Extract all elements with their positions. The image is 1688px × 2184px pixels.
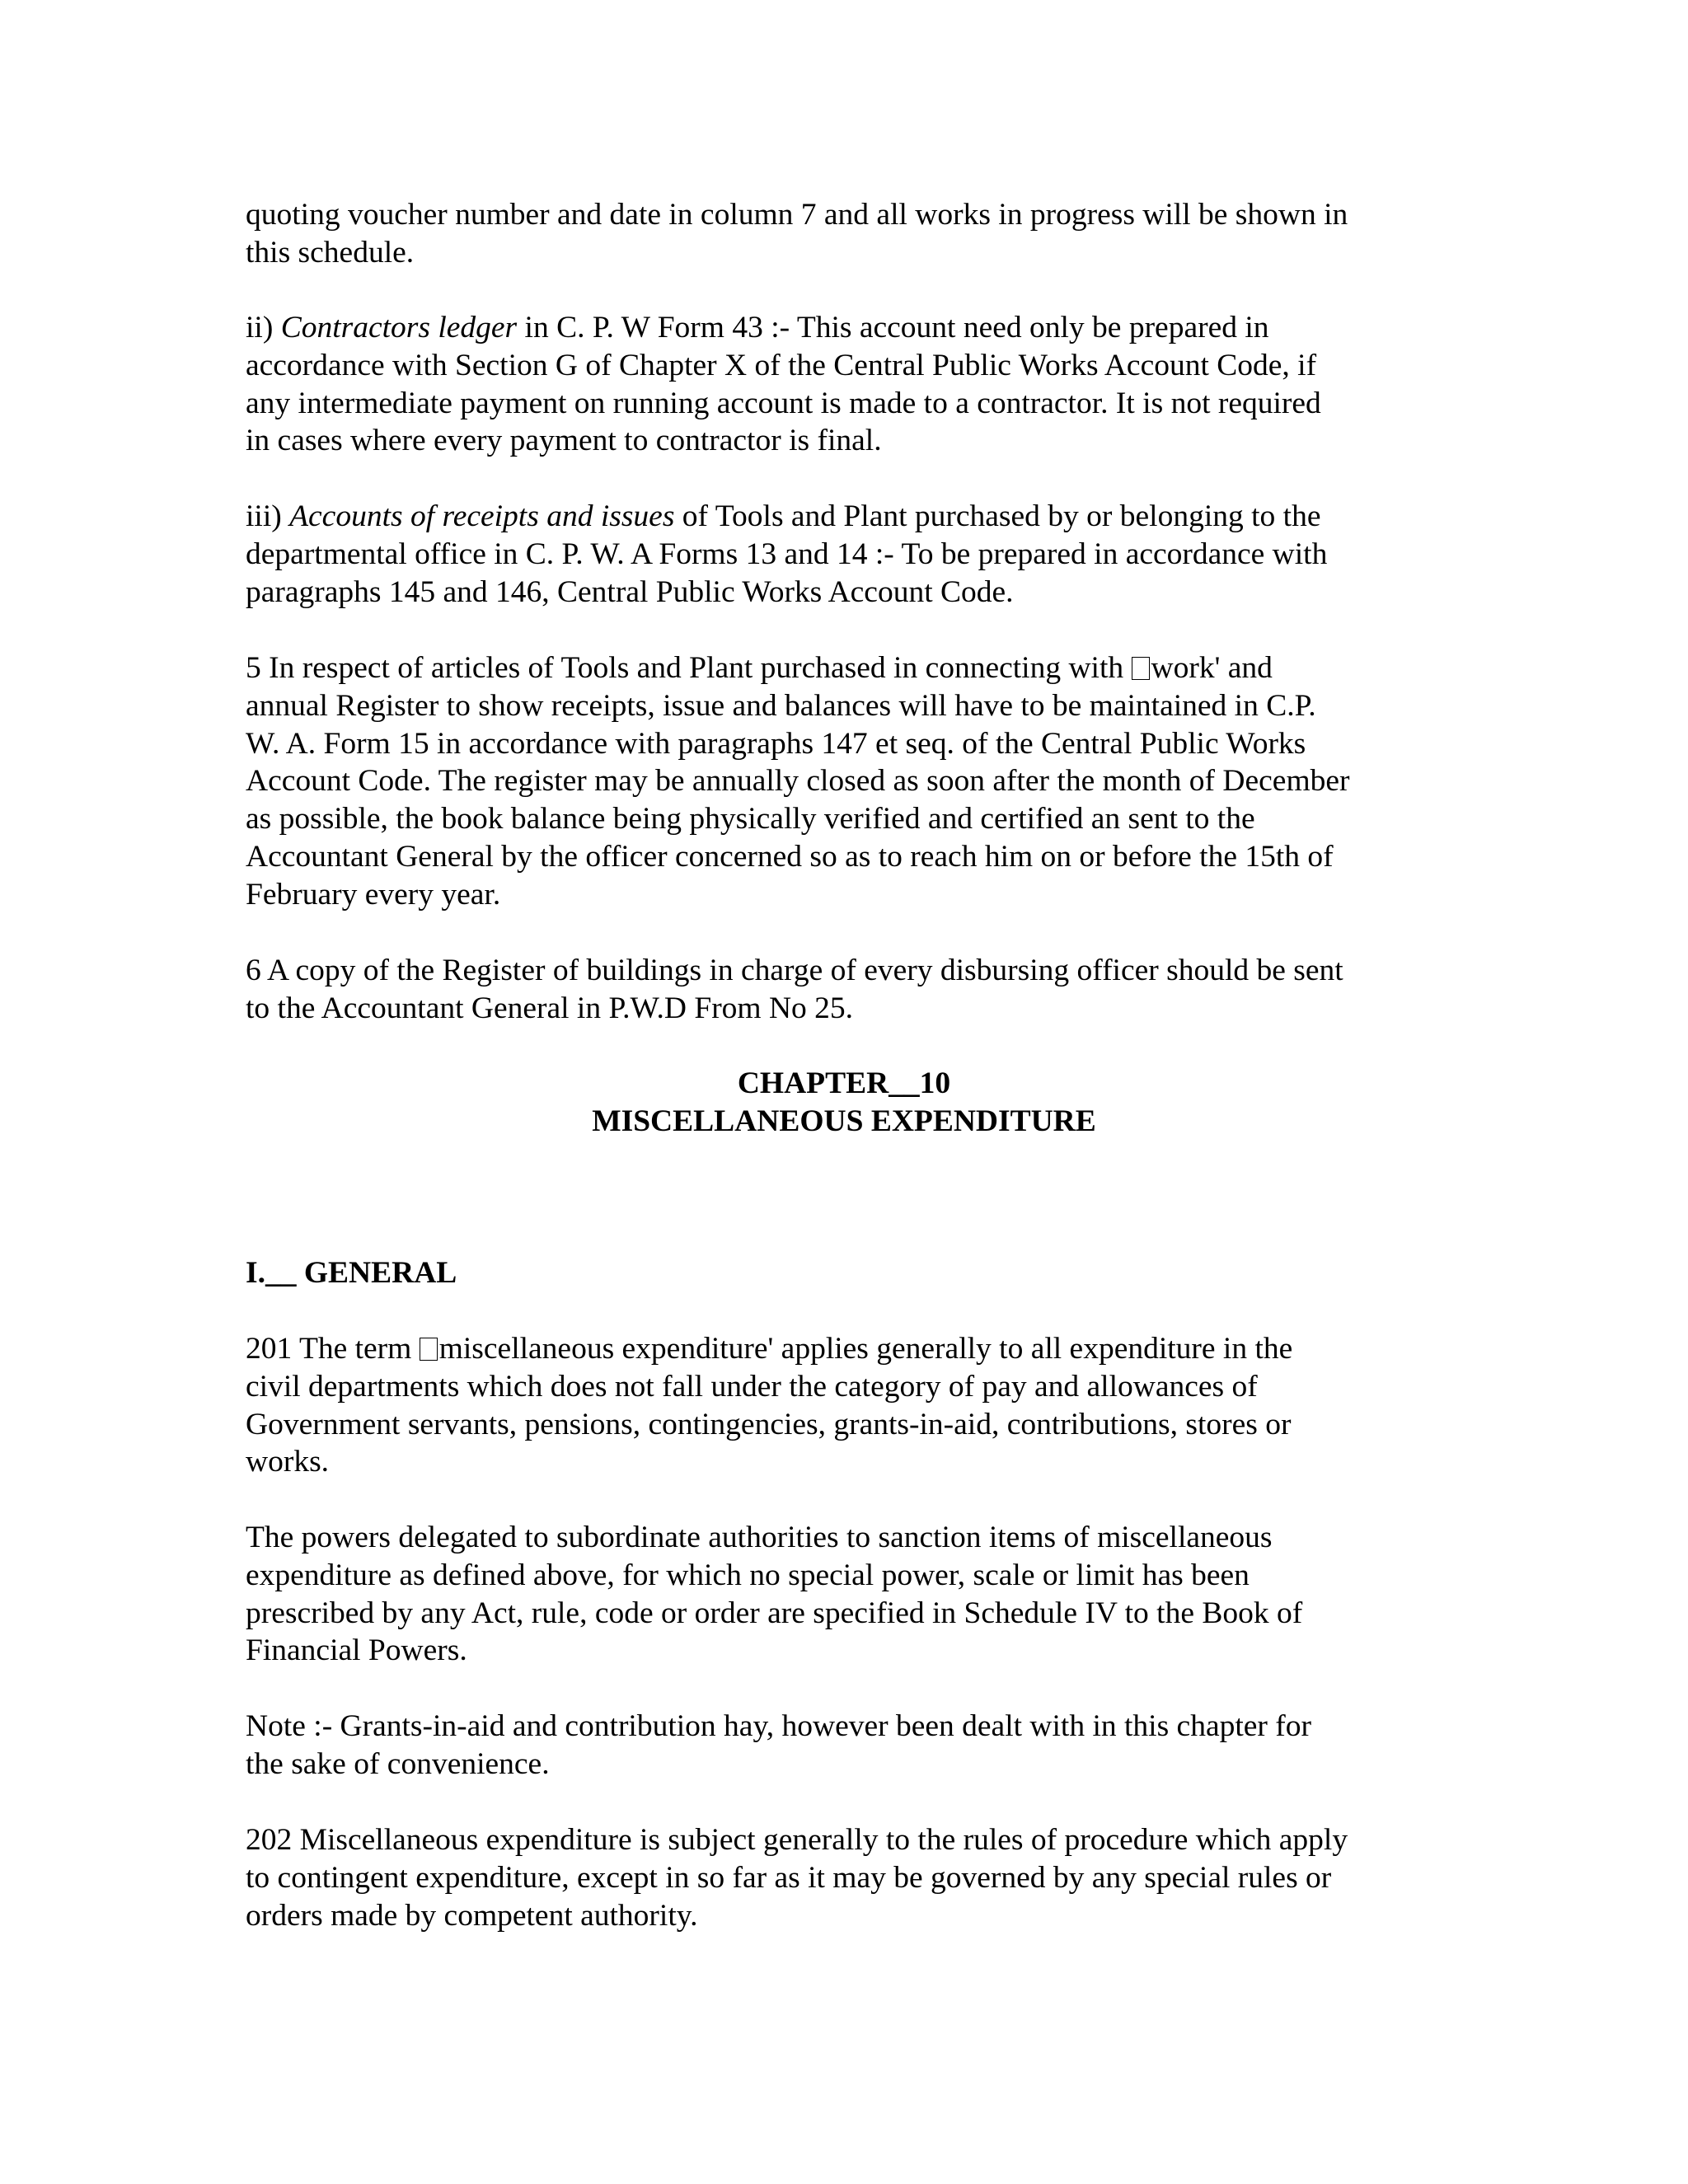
paragraph-5-tools-plant xyxy=(246,649,1449,914)
text-line: any intermediate payment on running account is made to a contractor. It is not required xyxy=(246,386,1321,420)
text-line: W. A. Form 15 in accordance with paragraphs 147 et seq. of the Central Public Works xyxy=(246,726,1306,761)
text-line: expenditure as defined above, for which no special power, scale or limit has been xyxy=(246,1558,1250,1592)
section-heading: I.__ GENERAL xyxy=(246,1256,457,1290)
text-line: Accountant General by the officer concerned so as to reach him on or before the 15th of xyxy=(246,839,1334,874)
paragraph-202 xyxy=(246,1821,1449,1934)
text-line: accordance with Section G of Chapter X of the Central Public Works Account Code, if xyxy=(246,348,1317,382)
text-line: 6 A copy of the Register of buildings in charge of every disbursing officer should be sent xyxy=(246,954,1343,987)
text-line: orders made by competent authority. xyxy=(246,1898,698,1933)
chapter-number: CHAPTER__10 xyxy=(737,1066,951,1100)
text-line: Account Code. The register may be annually closed as soon after the month of December xyxy=(246,764,1350,799)
text-line: 202 Miscellaneous expenditure is subject generally to the rules of procedure which apply xyxy=(246,1823,1348,1857)
text-line: as possible, the book balance being physically verified and certified an sent to the xyxy=(246,802,1255,837)
paragraph-accounts-receipts xyxy=(246,498,1449,611)
italic-term: Accounts of receipts and issues xyxy=(289,499,675,533)
paragraph-201 xyxy=(246,1330,1449,1481)
paragraph-powers-delegated xyxy=(246,1519,1449,1670)
text-line xyxy=(246,649,1449,687)
text-fragment: 5 In respect of articles of Tools and Plant purchased in connecting with xyxy=(246,651,1132,685)
text-line: Government servants, pensions, contingencies, grants-in-aid, contributions, stores or xyxy=(246,1407,1292,1441)
text-line: in cases where every payment to contractor is final. xyxy=(246,424,882,458)
text-line: to the Accountant General in P.W.D From No 25. xyxy=(246,991,854,1025)
text-line: Note :- Grants-in-aid and contribution hay, however been dealt with in this chapter for xyxy=(246,1709,1311,1743)
text-fragment: of Tools and Plant purchased by or belonging to the xyxy=(674,499,1321,533)
text-line: works. xyxy=(246,1445,330,1479)
paragraph-contractors-ledger xyxy=(246,309,1449,460)
paragraph-schedule-continuation xyxy=(246,196,1449,272)
text-fragment: miscellaneous expenditure' applies generally to all expenditure in the xyxy=(438,1332,1293,1366)
text-line: quoting voucher number and date in column 7 and all works in progress will be shown in xyxy=(246,198,1348,232)
text-fragment: in C. P. W Form 43 :- This account need only be prepared in xyxy=(517,311,1269,344)
text-fragment: work' and xyxy=(1151,651,1273,685)
text-line: The powers delegated to subordinate authorities to sanction items of miscellaneous xyxy=(246,1521,1273,1554)
paragraph-6-register-buildings xyxy=(246,952,1449,1028)
text-line: annual Register to show receipts, issue and balances will have to be maintained in C.P. xyxy=(246,688,1316,723)
text-line xyxy=(246,498,1449,536)
item-prefix: ii) xyxy=(246,311,281,344)
chapter-title: MISCELLANEOUS EXPENDITURE xyxy=(592,1104,1096,1138)
text-fragment: 201 The term xyxy=(246,1332,420,1366)
text-line: prescribed by any Act, rule, code or order are specified in Schedule IV to the Book of xyxy=(246,1596,1303,1630)
text-line: the sake of convenience. xyxy=(246,1746,550,1781)
text-line: to contingent expenditure, except in so far as it may be governed by any special rules or xyxy=(246,1860,1332,1895)
text-line: paragraphs 145 and 146, Central Public Works Account Code. xyxy=(246,574,1014,609)
paragraph-note xyxy=(246,1708,1449,1783)
missing-glyph-box xyxy=(1132,657,1150,680)
italic-term: Contractors ledger xyxy=(280,311,518,344)
text-line xyxy=(246,309,1449,347)
item-prefix: iii) xyxy=(246,499,290,533)
text-line: this schedule. xyxy=(246,235,415,269)
text-line: departmental office in C. P. W. A Forms 13 and 14 :- To be prepared in accordance with xyxy=(246,537,1328,571)
text-line: February every year. xyxy=(246,877,501,912)
text-line xyxy=(246,1330,1449,1368)
text-line: civil departments which does not fall under the category of pay and allowances of xyxy=(246,1369,1258,1404)
text-line: Financial Powers. xyxy=(246,1633,467,1668)
missing-glyph-box xyxy=(420,1338,438,1361)
